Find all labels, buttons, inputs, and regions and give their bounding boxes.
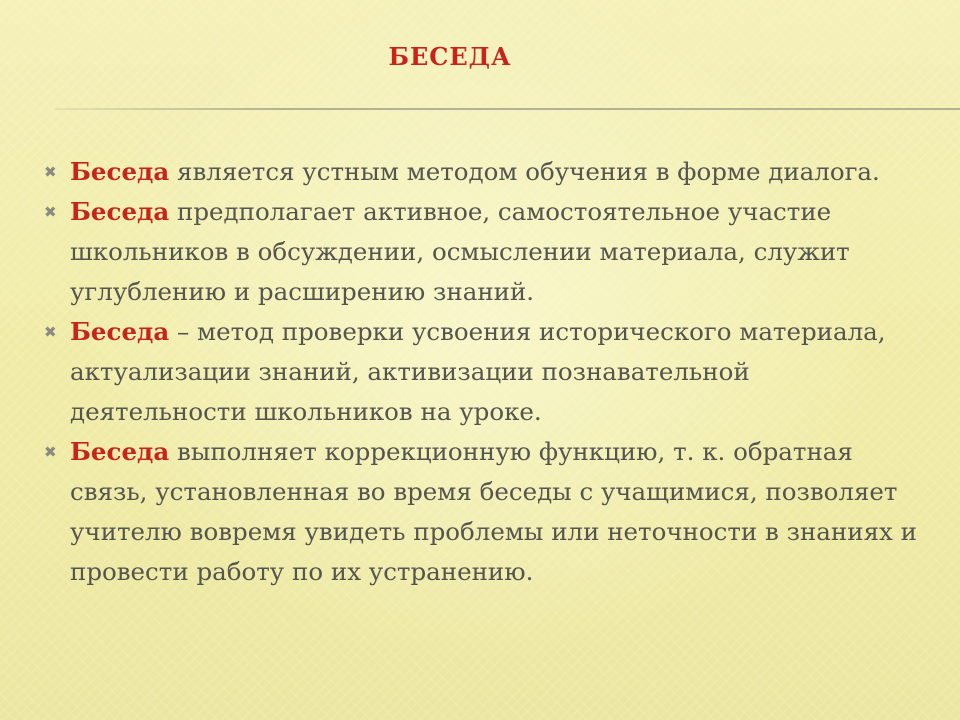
slide-title: БЕСЕДА xyxy=(388,42,512,71)
x-mark-icon: ✖ xyxy=(44,203,57,221)
bullet-item xyxy=(44,312,924,432)
bullet-text: является устным методом обучения в форме диалога. xyxy=(169,157,880,186)
title-divider xyxy=(55,108,960,110)
x-mark-icon: ✖ xyxy=(44,443,57,461)
bullet-text: предполагает активное, самостоятельное участие школьников в обсуждении, осмыслении материала, служит углублению и расширению знаний. xyxy=(70,197,850,306)
bullet-term: Беседа xyxy=(70,197,170,226)
bullet-term: Беседа xyxy=(70,437,170,466)
bullet-list xyxy=(44,152,924,592)
x-mark-icon: ✖ xyxy=(44,163,57,181)
bullet-item xyxy=(44,152,924,192)
bullet-term: Беседа xyxy=(70,157,170,186)
bullet-item xyxy=(44,192,924,312)
bullet-text: выполняет коррекционную функцию, т. к. обратная связь, установленная во время беседы с учащимися, позволяет учителю вовремя увидеть проблемы или неточности в знаниях и провести работу по их устранению. xyxy=(70,437,917,586)
bullet-term: Беседа xyxy=(70,317,170,346)
x-mark-icon: ✖ xyxy=(44,323,57,341)
bullet-text: – метод проверки усвоения исторического материала, актуализации знаний, активизации познавательной деятельности школьников на уроке. xyxy=(70,317,886,426)
bullet-item xyxy=(44,432,924,592)
